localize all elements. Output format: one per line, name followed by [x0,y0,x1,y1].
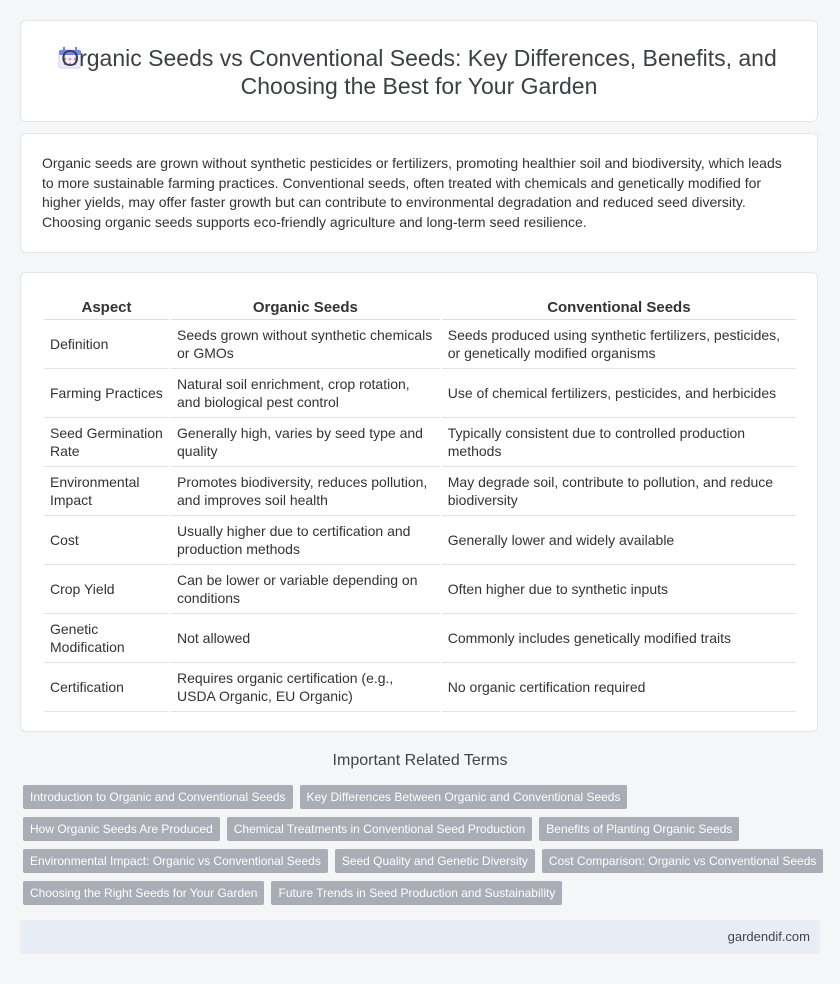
table-row [44,467,796,516]
intro-card [20,133,818,253]
footer [20,920,820,954]
table-cell: Use of chemical fertilizers, pesticides, and herbicides [442,369,796,418]
table-cell: No organic certification required [442,663,796,712]
column-header-organic: Organic Seeds [171,295,440,320]
table-cell: Requires organic certification (e.g., USDA Organic, EU Organic) [171,663,440,712]
related-term-tag[interactable]: Environmental Impact: Organic vs Conventional Seeds [23,849,328,873]
table-cell: Environmental Impact [44,467,169,516]
table-cell: Typically consistent due to controlled production methods [442,418,796,467]
table-row [44,418,796,467]
table-cell: May degrade soil, contribute to pollution, and reduce biodiversity [442,467,796,516]
related-term-tag[interactable]: Future Trends in Seed Production and Sustainability [271,881,562,905]
footer-site-link[interactable]: gardendif.com [727,929,810,944]
table-row [44,369,796,418]
table-cell: Genetic Modification [44,614,169,663]
table-cell: Seeds produced using synthetic fertilizers, pesticides, or genetically modified organisms [442,320,796,369]
related-terms-title: Important Related Terms [332,752,508,769]
related-term-tag[interactable]: Introduction to Organic and Conventional Seeds [23,785,293,809]
comparison-table-card [20,272,818,732]
related-term-tag[interactable]: Choosing the Right Seeds for Your Garden [23,881,264,905]
related-term-tag[interactable]: How Organic Seeds Are Produced [23,817,220,841]
related-terms-list [23,785,823,913]
related-term-tag[interactable]: Chemical Treatments in Conventional Seed Production [227,817,533,841]
related-term-tag[interactable]: Benefits of Planting Organic Seeds [539,817,739,841]
page-title: Organic Seeds vs Conventional Seeds: Key Differences, Benefits, and Choosing the Best for Your Garden [61,45,777,99]
intro-text: Organic seeds are grown without synthetic pesticides or fertilizers, promoting healthier soil and biodiversity, which leads to more sustainable farming practices. Conventional seeds, often treated with chemicals and genetically modified for higher yields, may offer faster growth but can contribute to environmental degradation and reduced seed diversity. Choosing organic seeds supports eco-friendly agriculture and long-term seed resilience. [42,155,782,230]
column-header-conventional: Conventional Seeds [442,295,796,320]
table-cell: Can be lower or variable depending on conditions [171,565,440,614]
table-cell: Commonly includes genetically modified traits [442,614,796,663]
related-term-tag[interactable]: Key Differences Between Organic and Conventional Seeds [300,785,628,809]
table-cell: Definition [44,320,169,369]
table-row [44,320,796,369]
table-cell: Not allowed [171,614,440,663]
table-row [44,663,796,712]
table-row [44,565,796,614]
table-cell: Crop Yield [44,565,169,614]
table-cell: Generally lower and widely available [442,516,796,565]
table-cell: Promotes biodiversity, reduces pollution, and improves soil health [171,467,440,516]
table-cell: Generally high, varies by seed type and quality [171,418,440,467]
table-cell: Seeds grown without synthetic chemicals or GMOs [171,320,440,369]
comparison-table [42,295,798,712]
table-cell: Often higher due to synthetic inputs [442,565,796,614]
table-header-row [44,295,796,320]
related-term-tag[interactable]: Cost Comparison: Organic vs Conventional Seeds [542,849,823,873]
table-row [44,516,796,565]
column-header-aspect: Aspect [44,295,169,320]
table-cell: Seed Germination Rate [44,418,169,467]
table-cell: Cost [44,516,169,565]
header-card [20,20,818,122]
table-cell: Farming Practices [44,369,169,418]
table-cell: Natural soil enrichment, crop rotation, and biological pest control [171,369,440,418]
related-term-tag[interactable]: Seed Quality and Genetic Diversity [335,849,535,873]
table-cell: Usually higher due to certification and production methods [171,516,440,565]
table-cell: Certification [44,663,169,712]
table-row [44,614,796,663]
